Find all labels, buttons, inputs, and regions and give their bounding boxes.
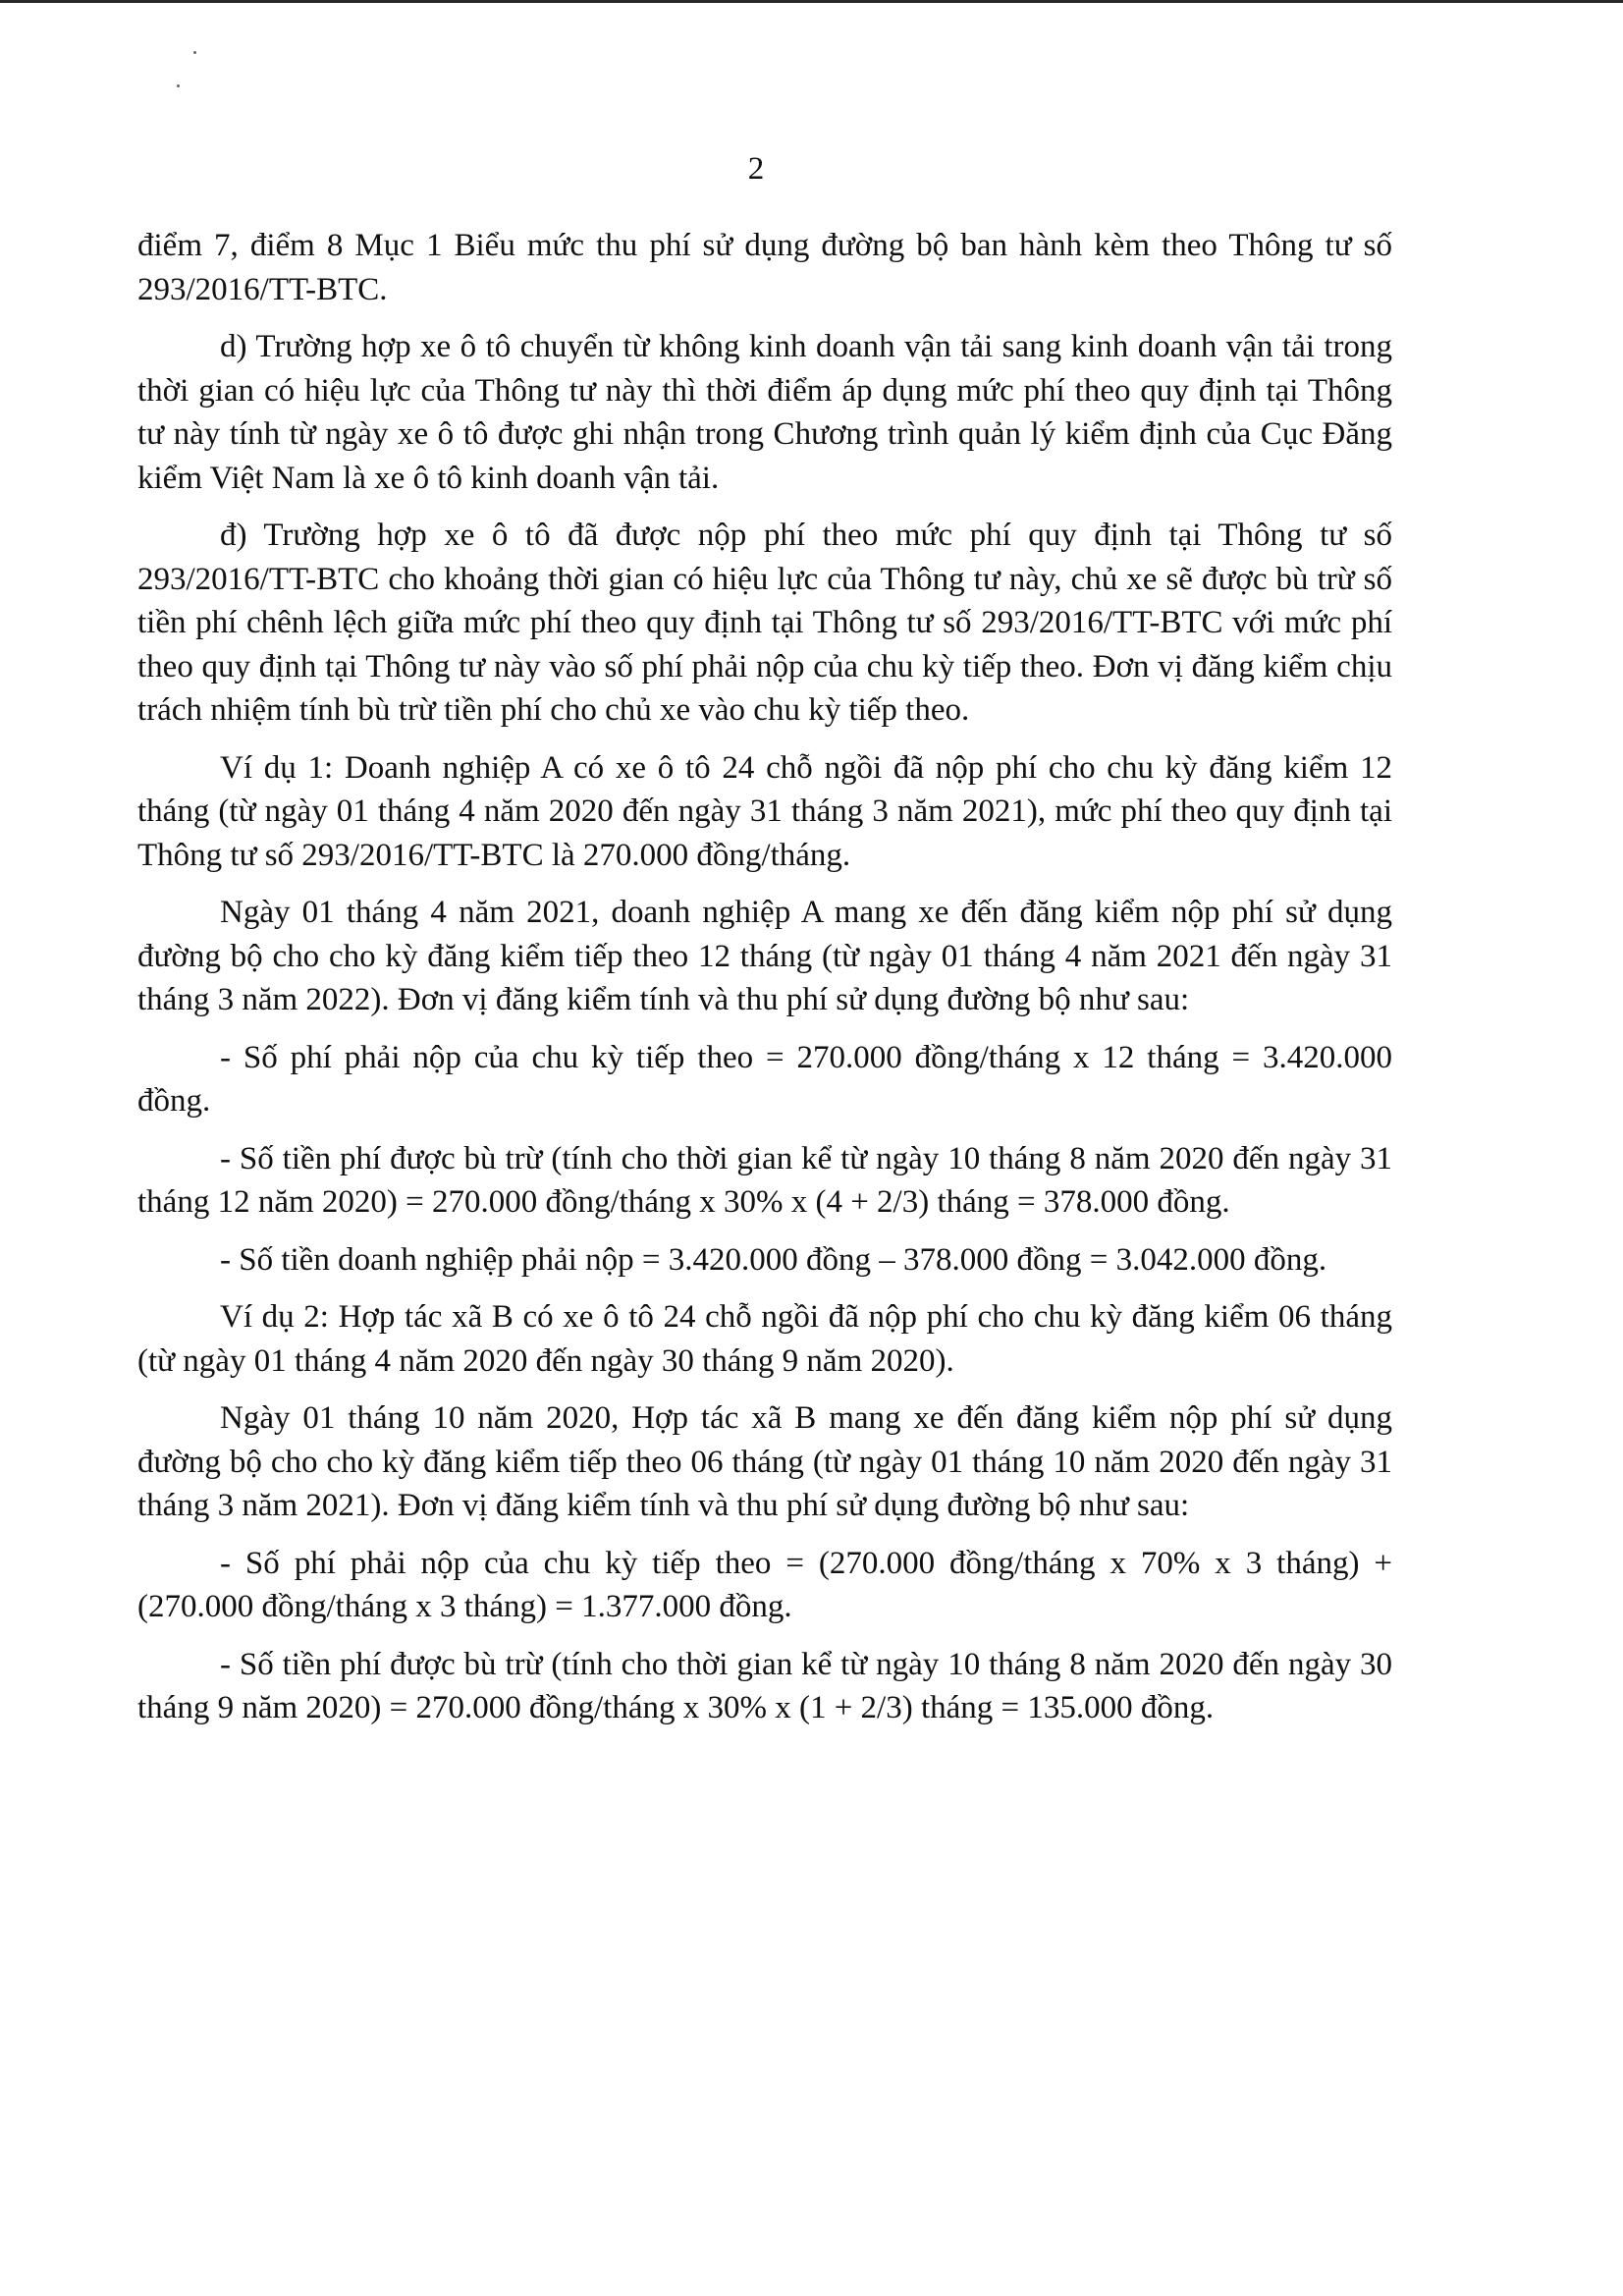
paragraph-continuation: điểm 7, điểm 8 Mục 1 Biểu mức thu phí sử dụng đường bộ ban hành kèm theo Thông tư số 293/2016/TT-BTC. [137, 228, 1392, 307]
paragraph-example-1-detail: Ngày 01 tháng 4 năm 2021, doanh nghiệp A mang xe đến đăng kiểm nộp phí sử dụng đường bộ cho cho kỳ đăng kiểm tiếp theo 12 tháng (từ ngày 01 tháng 4 năm 2021 đến ngày 31 tháng 3 năm 2022). Đơn vị đăng kiểm tính và thu phí sử dụng đường bộ như sau: [137, 895, 1392, 1017]
paragraph-example-2-offset: - Số tiền phí được bù trừ (tính cho thời gian kể từ ngày 10 tháng 8 năm 2020 đến ngày 30 tháng 9 năm 2020) = 270.000 đồng/tháng x 30% x (1 + 2/3) tháng = 135.000 đồng. [137, 1646, 1392, 1725]
scan-speck [177, 84, 180, 87]
paragraph-example-1-fee-due: - Số phí phải nộp của chu kỳ tiếp theo = 270.000 đồng/tháng x 12 tháng = 3.420.000 đồng. [137, 1039, 1392, 1119]
scan-top-edge [0, 0, 1623, 3]
paragraph-example-2-detail: Ngày 01 tháng 10 năm 2020, Hợp tác xã B mang xe đến đăng kiểm nộp phí sử dụng đường bộ cho cho kỳ đăng kiểm tiếp theo 06 tháng (từ ngày 01 tháng 10 năm 2020 đến ngày 31 tháng 3 năm 2021). Đơn vị đăng kiểm tính và thu phí sử dụng đường bộ như sau: [137, 1400, 1392, 1523]
paragraph-example-1-payable: - Số tiền doanh nghiệp phải nộp = 3.420.000 đồng – 378.000 đồng = 3.042.000 đồng. [220, 1241, 1327, 1278]
paragraph-example-1: Ví dụ 1: Doanh nghiệp A có xe ô tô 24 chỗ ngồi đã nộp phí cho chu kỳ đăng kiểm 12 tháng (từ ngày 01 tháng 4 năm 2020 đến ngày 31 tháng 3 năm 2021), mức phí theo quy định tại Thông tư số 293/2016/TT-BTC là 270.000 đồng/tháng. [137, 749, 1392, 873]
paragraph-example-2-fee-due: - Số phí phải nộp của chu kỳ tiếp theo = (270.000 đồng/tháng x 70% x 3 tháng) + (270.000 đồng/tháng x 3 tháng) = 1.377.000 đồng. [137, 1545, 1392, 1624]
paragraph-example-2: Ví dụ 2: Hợp tác xã B có xe ô tô 24 chỗ ngồi đã nộp phí cho chu kỳ đăng kiểm 06 tháng (từ ngày 01 tháng 4 năm 2020 đến ngày 30 tháng 9 năm 2020). [137, 1299, 1392, 1379]
paragraph-clause-dd: đ) Trường hợp xe ô tô đã được nộp phí theo mức phí quy định tại Thông tư số 293/2016/TT-BTC cho khoảng thời gian có hiệu lực của Thông tư này, chủ xe sẽ được bù trừ số tiền phí chênh lệch giữa mức phí theo quy định tại Thông tư số 293/2016/TT-BTC với mức phí theo quy định tại Thông tư này vào số phí phải nộp của chu kỳ tiếp theo. Đơn vị đăng kiểm chịu trách nhiệm tính bù trừ tiền phí cho chủ xe vào chu kỳ tiếp theo. [137, 518, 1392, 728]
paragraph-example-1-offset: - Số tiền phí được bù trừ (tính cho thời gian kể từ ngày 10 tháng 8 năm 2020 đến ngày 31 tháng 12 năm 2020) = 270.000 đồng/tháng x 30% x (4 + 2/3) tháng = 378.000 đồng. [137, 1140, 1392, 1220]
paragraph-clause-d: d) Trường hợp xe ô tô chuyển từ không kinh doanh vận tải sang kinh doanh vận tải trong thời gian có hiệu lực của Thông tư này thì thời điểm áp dụng mức phí theo quy định tại Thông tư này tính từ ngày xe ô tô được ghi nhận trong Chương trình quản lý kiểm định của Cục Đăng kiểm Việt Nam là xe ô tô kinh doanh vận tải. [137, 329, 1392, 496]
document-body [137, 224, 1392, 1744]
page-number: 2 [747, 151, 765, 187]
scan-speck [193, 51, 196, 54]
